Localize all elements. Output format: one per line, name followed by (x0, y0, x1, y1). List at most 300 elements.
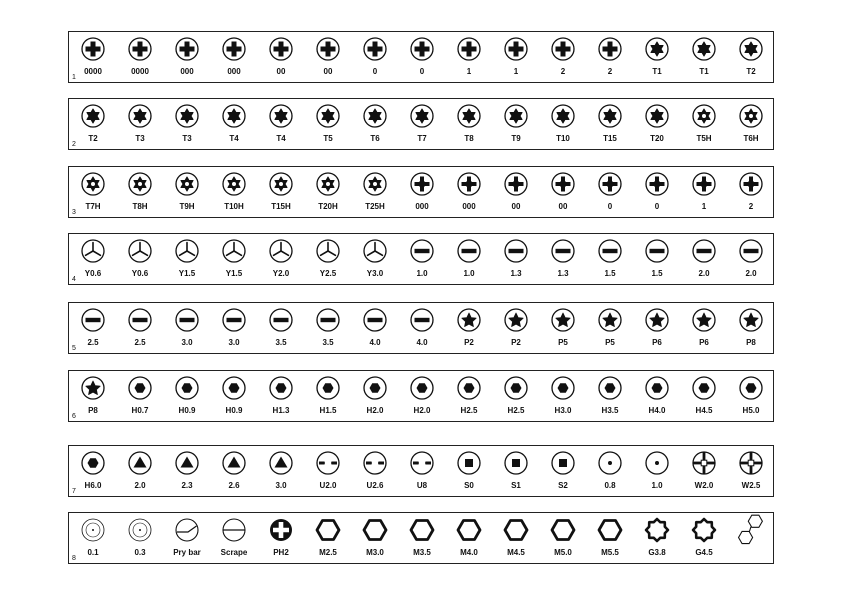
pin-icon (128, 518, 152, 542)
bit-cell (637, 32, 677, 82)
pentalobe-icon (551, 308, 575, 332)
bit-cell (120, 513, 160, 563)
bit-cell (684, 167, 724, 217)
hex-icon (692, 376, 716, 400)
bit-cell (731, 446, 771, 496)
phillips-icon (222, 37, 246, 61)
bit-label: 0.8 (604, 481, 616, 490)
slotted-icon (551, 239, 575, 263)
slotted-icon (316, 308, 340, 332)
triangle-icon (269, 451, 293, 475)
pozidriv-icon (692, 172, 716, 196)
tri-wing-icon (269, 239, 293, 263)
gear-socket-icon (692, 518, 716, 542)
bit-cell (120, 99, 160, 149)
bit-label: Y3.0 (366, 269, 384, 278)
tri-wing-icon (222, 239, 246, 263)
bit-cell (590, 303, 630, 353)
hex-icon (598, 376, 622, 400)
tri-wing-icon (81, 239, 105, 263)
row-number: 1 (72, 74, 76, 81)
bit-row-4 (68, 233, 774, 285)
slotted-icon (739, 239, 763, 263)
bit-label: T5H (696, 134, 712, 143)
bit-label: Y1.5 (225, 269, 243, 278)
bit-label: T10H (224, 202, 244, 211)
tri-wing-icon (175, 239, 199, 263)
bit-label: T3 (135, 134, 145, 143)
bit-cell (684, 234, 724, 284)
hex-icon (645, 376, 669, 400)
hex-icon (457, 376, 481, 400)
bit-cell (543, 371, 583, 421)
bit-cell (308, 234, 348, 284)
dot-icon (598, 451, 622, 475)
pin-icon (81, 518, 105, 542)
ph2-icon (269, 518, 293, 542)
slotted-icon (81, 308, 105, 332)
bit-label: 3.5 (275, 338, 287, 347)
bit-cell (261, 513, 301, 563)
bit-cell (684, 371, 724, 421)
bit-label: T7 (417, 134, 427, 143)
row-number: 6 (72, 413, 76, 420)
torx-icon (739, 37, 763, 61)
bit-label: 000 (227, 67, 241, 76)
torx-icon (363, 104, 387, 128)
pozidriv-icon (739, 172, 763, 196)
bit-label: 1.0 (416, 269, 428, 278)
bit-label: T25H (365, 202, 385, 211)
bit-cell (731, 32, 771, 82)
bit-cell (496, 32, 536, 82)
bit-label: Y2.5 (319, 269, 337, 278)
hex-socket-icon (504, 518, 528, 542)
bit-label: 000 (415, 202, 429, 211)
bit-cell (73, 371, 113, 421)
bit-label: P6 (652, 338, 662, 347)
bit-cell (449, 234, 489, 284)
bit-label: 1 (513, 67, 519, 76)
bit-cell (496, 167, 536, 217)
bit-label: 1.3 (510, 269, 522, 278)
bit-label: 2.5 (87, 338, 99, 347)
pentalobe-icon (692, 308, 716, 332)
bit-cell (120, 234, 160, 284)
phillips-icon (175, 37, 199, 61)
bit-label: S2 (558, 481, 568, 490)
bit-label: T2 (88, 134, 98, 143)
bit-row-1 (68, 31, 774, 83)
bit-cell (402, 99, 442, 149)
bit-label: H2.5 (460, 406, 478, 415)
slotted-icon (457, 239, 481, 263)
bit-label: S1 (511, 481, 521, 490)
bit-label: 3.0 (228, 338, 240, 347)
bit-cell (73, 303, 113, 353)
bit-label: T8H (132, 202, 148, 211)
bit-cell (120, 303, 160, 353)
u-shape-icon (410, 451, 434, 475)
torx-icon (175, 104, 199, 128)
bit-cell (590, 371, 630, 421)
tri-wing-icon (316, 239, 340, 263)
hex-icon (504, 376, 528, 400)
bit-cell (543, 513, 583, 563)
hex-icon (551, 376, 575, 400)
bit-label: 2.6 (228, 481, 240, 490)
bit-label: 0 (419, 67, 425, 76)
torx-icon (692, 37, 716, 61)
phillips-icon (81, 37, 105, 61)
bit-cell (684, 513, 724, 563)
bit-cell (684, 446, 724, 496)
bit-cell (731, 234, 771, 284)
hex-icon (175, 376, 199, 400)
bit-label: 2.5 (134, 338, 146, 347)
bit-label: Y2.0 (272, 269, 290, 278)
bit-label: 2.0 (698, 269, 710, 278)
hex-icon (316, 376, 340, 400)
bit-label: 00 (558, 202, 568, 211)
bit-cell (355, 234, 395, 284)
hex-icon (410, 376, 434, 400)
bit-cell (590, 234, 630, 284)
bit-cell (167, 234, 207, 284)
row-number: 2 (72, 141, 76, 148)
bit-cell (261, 167, 301, 217)
torx-icon (504, 104, 528, 128)
bit-cell (73, 446, 113, 496)
bit-cell (731, 99, 771, 149)
tri-wing-icon (363, 239, 387, 263)
row-number: 4 (72, 276, 76, 283)
bit-cell (214, 32, 254, 82)
bit-row-3 (68, 166, 774, 218)
bit-label: T10 (556, 134, 570, 143)
pozidriv-icon (504, 172, 528, 196)
bit-cell (308, 32, 348, 82)
bit-cell (167, 513, 207, 563)
bit-cell (449, 371, 489, 421)
bit-label: H3.5 (601, 406, 619, 415)
triangle-icon (128, 451, 152, 475)
bit-cell (496, 303, 536, 353)
bit-cell (214, 99, 254, 149)
bit-label: 00 (276, 67, 286, 76)
slotted-icon (598, 239, 622, 263)
bit-label: Pry bar (173, 548, 201, 557)
bit-label: M4.0 (460, 548, 478, 557)
bit-label: T9 (511, 134, 521, 143)
bit-cell (73, 234, 113, 284)
bit-cell (684, 99, 724, 149)
bit-label: H3.0 (554, 406, 572, 415)
bit-label: 00 (511, 202, 521, 211)
torx-security-icon (269, 172, 293, 196)
bit-cell (261, 32, 301, 82)
bit-cell (449, 32, 489, 82)
bit-cell (355, 446, 395, 496)
bit-label: T5 (323, 134, 333, 143)
torx-security-icon (692, 104, 716, 128)
bit-label: T1 (699, 67, 709, 76)
slotted-icon (222, 308, 246, 332)
bit-cell (167, 32, 207, 82)
bit-cell (402, 167, 442, 217)
bit-label: 2.3 (181, 481, 193, 490)
hex-icon (363, 376, 387, 400)
bit-label: M3.0 (366, 548, 384, 557)
bit-cell (684, 303, 724, 353)
hex-icon (222, 376, 246, 400)
torx-icon (316, 104, 340, 128)
bit-label: M2.5 (319, 548, 337, 557)
pentalobe-icon (457, 308, 481, 332)
bit-cell (120, 167, 160, 217)
torx-security-icon (363, 172, 387, 196)
row-number: 8 (72, 555, 76, 562)
bit-label: 0 (372, 67, 378, 76)
torx-icon (410, 104, 434, 128)
slotted-icon (692, 239, 716, 263)
bit-label: 3.5 (322, 338, 334, 347)
bit-label: W2.0 (694, 481, 714, 490)
bit-cell (120, 32, 160, 82)
pentalobe-icon (504, 308, 528, 332)
bit-label: Y0.6 (131, 269, 149, 278)
bit-cell (684, 32, 724, 82)
bit-label: T4 (229, 134, 239, 143)
bit-label: H0.9 (178, 406, 196, 415)
bit-cell (120, 446, 160, 496)
bit-label: S0 (464, 481, 474, 490)
bit-label: 2.0 (745, 269, 757, 278)
bit-cell (637, 303, 677, 353)
bit-cell (167, 303, 207, 353)
bit-label: H4.0 (648, 406, 666, 415)
bit-label: 0.3 (134, 548, 146, 557)
bit-label: H2.0 (413, 406, 431, 415)
wing-cross-icon (739, 451, 763, 475)
bit-label: 000 (462, 202, 476, 211)
bit-label: PH2 (273, 548, 289, 557)
bit-label: 4.0 (416, 338, 428, 347)
bit-row-2 (68, 98, 774, 150)
pentalobe-icon (598, 308, 622, 332)
hex-icon (269, 376, 293, 400)
bit-label: Y0.6 (84, 269, 102, 278)
phillips-icon (410, 37, 434, 61)
u-shape-icon (316, 451, 340, 475)
bit-label: 0000 (131, 67, 149, 76)
bit-label: W2.5 (741, 481, 761, 490)
triangle-icon (175, 451, 199, 475)
bit-cell (637, 513, 677, 563)
bit-cell (355, 99, 395, 149)
bit-label: 4.0 (369, 338, 381, 347)
square-icon (504, 451, 528, 475)
bit-row-7 (68, 445, 774, 497)
slotted-icon (363, 308, 387, 332)
bit-cell (73, 513, 113, 563)
bit-label: G4.5 (695, 548, 713, 557)
bit-label: H2.0 (366, 406, 384, 415)
bit-cell (355, 371, 395, 421)
bit-label: H4.5 (695, 406, 713, 415)
slotted-icon (410, 308, 434, 332)
bit-label: 2.0 (134, 481, 146, 490)
bit-cell (402, 303, 442, 353)
bit-cell (543, 303, 583, 353)
bit-label: 2 (748, 202, 754, 211)
pentalobe-icon (739, 308, 763, 332)
bit-cell (308, 167, 348, 217)
torx-icon (222, 104, 246, 128)
bit-row-5 (68, 302, 774, 354)
bit-cell (543, 32, 583, 82)
bit-label: T15 (603, 134, 617, 143)
bit-label: M5.0 (554, 548, 572, 557)
bit-row-6 (68, 370, 774, 422)
bit-cell (449, 303, 489, 353)
torx-security-icon (128, 172, 152, 196)
torx-icon (81, 104, 105, 128)
bit-label: P2 (511, 338, 521, 347)
bit-label: 3.0 (275, 481, 287, 490)
bit-label: 2 (607, 67, 613, 76)
square-icon (457, 451, 481, 475)
bit-cell (73, 32, 113, 82)
bit-label: H0.9 (225, 406, 243, 415)
bit-cell (449, 513, 489, 563)
u-shape-icon (363, 451, 387, 475)
hex-socket-icon (410, 518, 434, 542)
bit-cell (543, 234, 583, 284)
bit-cell (355, 513, 395, 563)
gear-socket-icon (645, 518, 669, 542)
pozidriv-icon (410, 172, 434, 196)
bit-label: M5.5 (601, 548, 619, 557)
bit-label: 0 (654, 202, 660, 211)
pry-bar-icon (175, 518, 199, 542)
bit-label: P6 (699, 338, 709, 347)
bit-label: P2 (464, 338, 474, 347)
bit-label: Y1.5 (178, 269, 196, 278)
bit-cell (402, 371, 442, 421)
bit-label: U8 (416, 481, 428, 490)
bit-cell (496, 446, 536, 496)
bit-cell (355, 167, 395, 217)
torx-icon (128, 104, 152, 128)
torx-icon (598, 104, 622, 128)
bit-cell (731, 513, 771, 563)
bit-cell (120, 371, 160, 421)
bit-cell (308, 371, 348, 421)
bit-label: H6.0 (84, 481, 102, 490)
torx-security-icon (175, 172, 199, 196)
phillips-icon (363, 37, 387, 61)
bit-label: 1.3 (557, 269, 569, 278)
bit-cell (496, 371, 536, 421)
hex-socket-icon (363, 518, 387, 542)
bit-label: M3.5 (413, 548, 431, 557)
bit-cell (308, 513, 348, 563)
pentalobe-icon (81, 376, 105, 400)
tri-wing-icon (128, 239, 152, 263)
phillips-icon (598, 37, 622, 61)
bit-label: T4 (276, 134, 286, 143)
bit-label: T20H (318, 202, 338, 211)
pozidriv-icon (457, 172, 481, 196)
bit-cell (214, 303, 254, 353)
bit-label: H1.3 (272, 406, 290, 415)
bit-label: 000 (180, 67, 194, 76)
hex-socket-icon (457, 518, 481, 542)
socket-adapter-icon (738, 518, 764, 544)
dot-icon (645, 451, 669, 475)
slotted-icon (504, 239, 528, 263)
slotted-icon (269, 308, 293, 332)
bit-label: 1.0 (463, 269, 475, 278)
bit-label: 3.0 (181, 338, 193, 347)
bit-cell (73, 99, 113, 149)
bit-label: P8 (746, 338, 756, 347)
slotted-icon (410, 239, 434, 263)
bit-label: 0000 (84, 67, 102, 76)
hex-socket-icon (316, 518, 340, 542)
slotted-icon (128, 308, 152, 332)
bit-cell (590, 99, 630, 149)
hex-icon (739, 376, 763, 400)
phillips-icon (128, 37, 152, 61)
phillips-icon (269, 37, 293, 61)
bit-cell (590, 32, 630, 82)
bit-cell (496, 234, 536, 284)
bit-cell (214, 446, 254, 496)
bit-label: H2.5 (507, 406, 525, 415)
bit-label: T3 (182, 134, 192, 143)
slotted-icon (175, 308, 199, 332)
bit-label: U2.0 (319, 481, 337, 490)
bit-cell (167, 99, 207, 149)
bit-cell (355, 303, 395, 353)
bit-cell (449, 446, 489, 496)
bit-cell (402, 446, 442, 496)
torx-security-icon (81, 172, 105, 196)
bit-cell (214, 513, 254, 563)
bit-cell (731, 371, 771, 421)
bit-cell (543, 99, 583, 149)
bit-cell (167, 167, 207, 217)
bit-label: 00 (323, 67, 333, 76)
bit-label: T2 (746, 67, 756, 76)
bit-cell (496, 99, 536, 149)
row-number: 7 (72, 488, 76, 495)
bit-cell (637, 234, 677, 284)
bit-cell (402, 234, 442, 284)
bit-label: 1.5 (604, 269, 616, 278)
bit-cell (543, 446, 583, 496)
hex-socket-icon (598, 518, 622, 542)
bit-label: 1 (466, 67, 472, 76)
bit-label: T1 (652, 67, 662, 76)
square-icon (551, 451, 575, 475)
phillips-icon (504, 37, 528, 61)
bit-label: M4.5 (507, 548, 525, 557)
bit-cell (590, 513, 630, 563)
bit-cell (402, 32, 442, 82)
